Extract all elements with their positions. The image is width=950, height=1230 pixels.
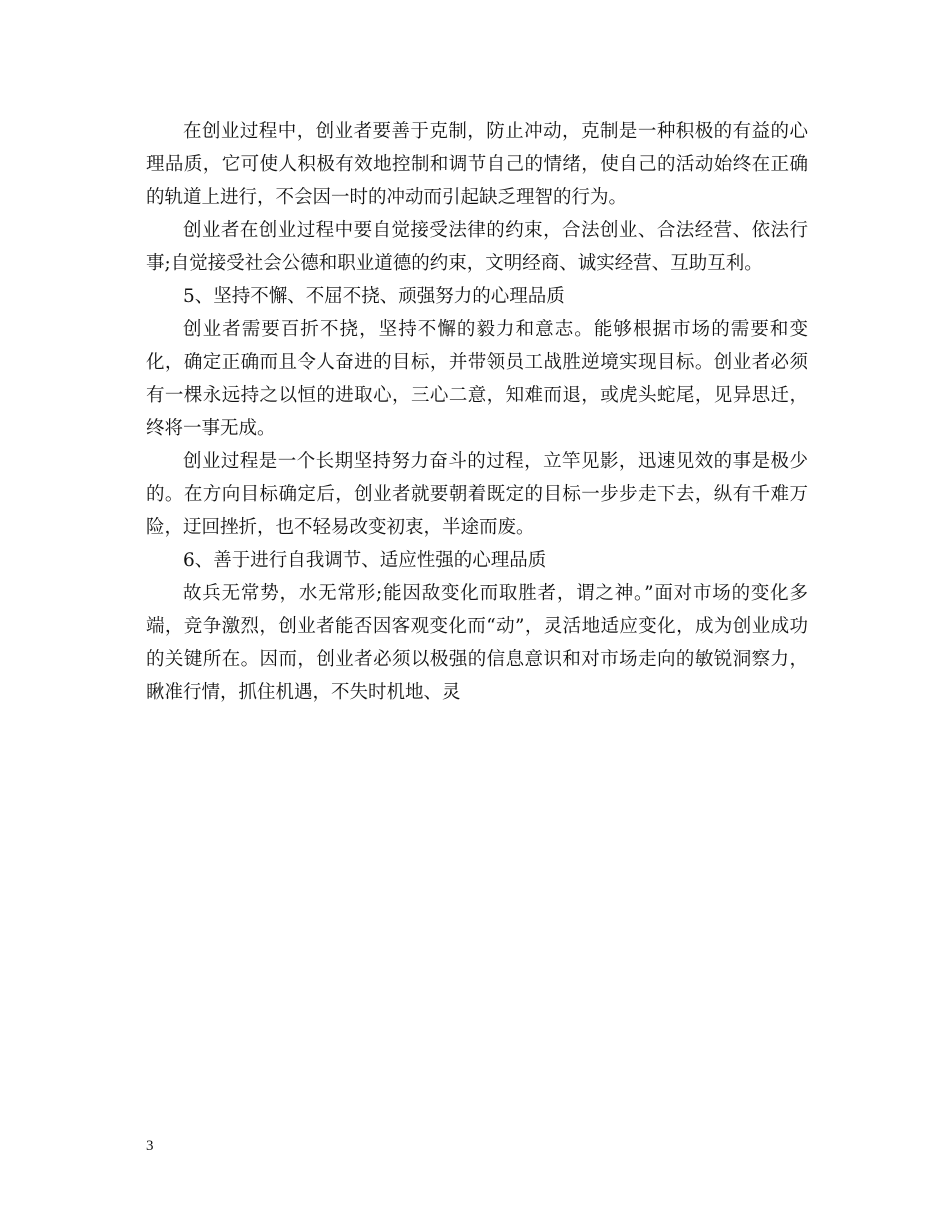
- paragraph-perseverance: 创业者需要百折不挠，坚持不懈的毅力和意志。能够根据市场的需要和变化，确定正确而且令人奋进的目标，并带领员工战胜逆境实现目标。创业者必须有一棵永远持之以恒的进取心，三心二意，知难而退，或虎头蛇尾，见异思迁，终将一事无成。: [146, 319, 808, 439]
- section-heading-perseverance: 5、坚持不懈、不屈不挠、顽强努力的心理品质: [183, 286, 565, 307]
- paragraph-long-term-effort: 创业过程是一个长期坚持努力奋斗的过程，立竿见影，迅速见效的事是极少的。在方向目标确定后，创业者就要朝着既定的目标一步步走下去，纵有千难万险，迂回挫折，也不轻易改变初衷，半途而废。: [146, 451, 808, 538]
- paragraph-legal-constraints: 创业者在创业过程中要自觉接受法律的约束，合法创业、合法经营、依法行事;自觉接受社会公德和职业道德的约束，文明经商、诚实经营、互助互利。: [146, 220, 808, 274]
- page-number: 3: [146, 1138, 154, 1154]
- paragraph-self-restraint: 在创业过程中，创业者要善于克制，防止冲动，克制是一种积极的有益的心理品质，它可使人积极有效地控制和调节自己的情绪，使自己的活动始终在正确的轨道上进行，不会因一时的冲动而引起缺乏理智的行为。: [146, 121, 808, 208]
- section-heading-adaptability: 6、善于进行自我调节、适应性强的心理品质: [183, 550, 547, 571]
- document-body: [146, 115, 808, 709]
- paragraph-adaptability: 故兵无常势，水无常形;能因敌变化而取胜者，谓之神。”面对市场的变化多端，竞争激烈，创业者能否因客观变化而“动”，灵活地适应变化，成为创业成功的关键所在。因而，创业者必须以极强的信息意识和对市场走向的敏锐洞察力，瞅准行情，抓住机遇，不失时机地、灵: [146, 583, 808, 703]
